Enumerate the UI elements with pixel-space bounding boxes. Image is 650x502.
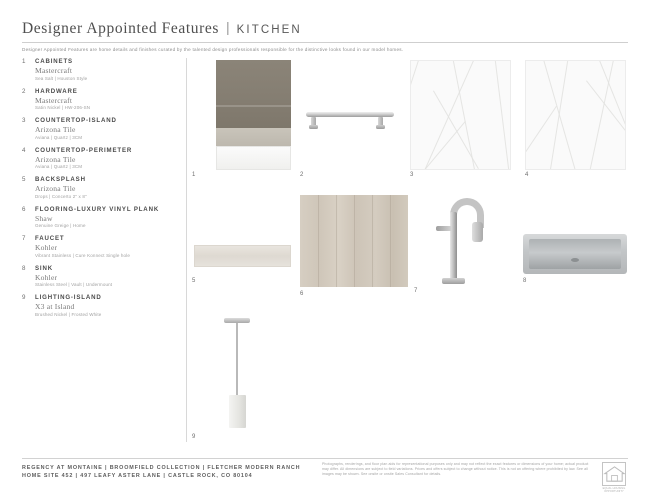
- quartz-island: [410, 60, 511, 178]
- equal-housing-opportunity-icon: [602, 462, 626, 486]
- tile-body: [194, 245, 291, 267]
- list-item: [22, 265, 174, 288]
- swatch-number: 6: [300, 291, 304, 297]
- list-item: [22, 88, 174, 111]
- item-category: HARDWARE: [35, 87, 78, 95]
- list-item: [22, 206, 174, 229]
- item-spec: Stainless Steel | Vault | Undermount: [35, 282, 113, 287]
- swatch-number: 8: [523, 278, 527, 284]
- footer-community-info: [22, 464, 322, 480]
- quartz-surface: [525, 60, 626, 170]
- quartz-perimeter: [525, 60, 626, 178]
- item-brand: Mastercraft: [35, 95, 73, 105]
- footer-line-2: HOME SITE 452 | 497 LEAFY ASTER LANE | CASTLE ROCK, CO 80104: [22, 473, 253, 479]
- list-item: [22, 117, 174, 140]
- item-spec: Aviana | Quartz | 3CM: [35, 134, 83, 140]
- item-category: CABINETS: [35, 58, 73, 65]
- page-subtitle: KITCHEN: [236, 24, 302, 36]
- pendant-shade: [229, 395, 246, 428]
- eho-caption: EQUAL HOUSING OPPORTUNITY: [602, 487, 626, 493]
- faucet: [414, 190, 510, 300]
- backsplash-tile: [194, 230, 291, 298]
- item-number: 2: [22, 87, 26, 95]
- pendant-rod: [236, 323, 238, 395]
- swatch-number: 1: [192, 172, 196, 178]
- swatch-number: 4: [525, 172, 529, 178]
- item-number: 9: [22, 294, 26, 301]
- item-number: 5: [22, 176, 26, 183]
- cabinet-swatch: [192, 60, 291, 178]
- item-category: FAUCET: [35, 235, 65, 242]
- swatch-number: 3: [410, 172, 414, 178]
- item-brand: X3 at Island: [35, 302, 75, 311]
- item-brand: Arizona Tile: [35, 184, 76, 193]
- feature-list: [22, 58, 174, 324]
- cabinet-counter-strip: [216, 128, 291, 146]
- vertical-divider-rule: [186, 58, 187, 442]
- item-category: FLOORING-LUXURY VINYL PLANK: [35, 205, 160, 213]
- item-spec: Vibrant Stainless | Cure Konnect Single hole: [35, 252, 130, 258]
- footer-divider-rule: [22, 458, 628, 459]
- item-brand: Arizona Tile: [35, 154, 76, 164]
- item-category: SINK: [35, 264, 53, 272]
- footer-line-1: REGENCY AT MONTAINE | BROOMFIELD COLLECTION | FLETCHER MODERN RANCH: [22, 465, 301, 471]
- faucet-neck: [450, 212, 457, 280]
- item-spec: Satin Nickel | HW-206-SN: [35, 105, 91, 110]
- swatch-number: 2: [300, 172, 304, 178]
- item-spec: Brushed Nickel | Frosted White: [35, 311, 102, 317]
- sink-drain: [571, 258, 579, 262]
- bar-pull-foot-left: [309, 125, 318, 129]
- swatch-number: 5: [192, 278, 196, 284]
- item-spec: Drops | Concerto 2" x 8": [35, 193, 87, 199]
- sink: [523, 228, 627, 298]
- item-category: BACKSPLASH: [35, 176, 86, 183]
- item-category: COUNTERTOP-ISLAND: [35, 117, 117, 124]
- item-brand: Mastercraft: [35, 66, 73, 75]
- header-note: Designer Appointed Features are home details and finishes curated by the talented design professionals responsible for the distinctive looks found in our model homes.: [22, 47, 404, 52]
- item-brand: Shaw: [35, 213, 53, 223]
- item-brand: Kohler: [35, 272, 58, 282]
- item-spec: Aviana | Quartz | 3CM: [35, 164, 83, 169]
- footer-disclaimer: Photographs, renderings, and floor plan aids for representational purposes only and may not reflect the exact features or dimensions of your home; actual product may differ. All dimensions are subject to field variations. Prices and offers subject to change without notice. This is not an offering where prohibited by law. See all images may be shown. See onsite or onsite Sales Consultant for details.: [322, 462, 589, 476]
- faucet-base: [442, 278, 465, 284]
- item-category: COUNTERTOP-PERIMETER: [35, 146, 133, 154]
- title-divider: |: [226, 19, 230, 35]
- pendant-light: [194, 318, 291, 440]
- item-number: 7: [22, 235, 26, 242]
- list-item: [22, 176, 174, 199]
- cabinet-door-lower: [216, 146, 291, 170]
- quartz-surface: [410, 60, 511, 170]
- list-item: [22, 147, 174, 170]
- item-number: 4: [22, 146, 26, 154]
- cabinet-door-upper: [216, 60, 291, 128]
- item-spec: Sea Salt | Houston Style: [35, 75, 88, 81]
- hardware-bar-pull: [300, 60, 400, 178]
- item-brand: Kohler: [35, 243, 58, 252]
- plank-body: [300, 195, 408, 287]
- item-number: 6: [22, 205, 26, 213]
- page-title: Designer Appointed Features: [22, 20, 219, 37]
- header-divider-rule: [22, 42, 628, 43]
- bar-pull-foot-right: [376, 125, 385, 129]
- item-number: 8: [22, 264, 26, 272]
- lvp-plank: [300, 195, 408, 298]
- item-number: 3: [22, 117, 26, 124]
- list-item: [22, 235, 174, 258]
- faucet-sprayhead: [472, 222, 483, 242]
- swatch-number: 9: [192, 434, 196, 440]
- faucet-handle: [436, 226, 452, 231]
- item-brand: Arizona Tile: [35, 125, 76, 134]
- swatch-number: 7: [414, 288, 418, 294]
- list-item: [22, 58, 174, 81]
- item-number: 1: [22, 58, 26, 65]
- list-item: [22, 294, 174, 317]
- sink-basin: [529, 239, 621, 269]
- page-header: [22, 20, 628, 52]
- item-category: LIGHTING-ISLAND: [35, 294, 102, 301]
- item-spec: Genuine Greige | Home: [35, 223, 86, 228]
- title-row: [22, 20, 628, 38]
